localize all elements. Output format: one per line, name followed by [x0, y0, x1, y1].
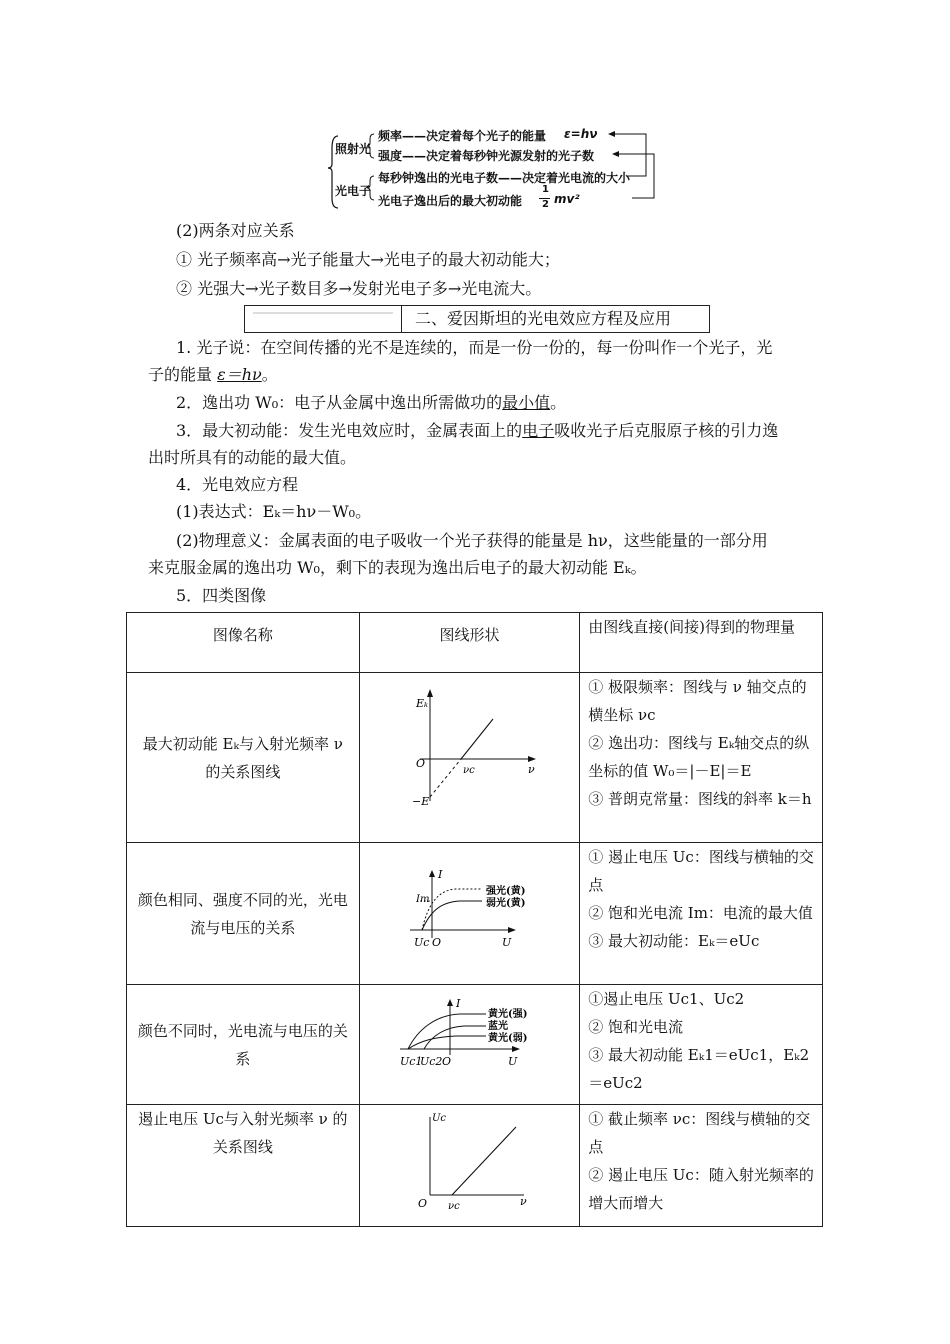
paragraph-expression: (1)表达式：Eₖ＝hν－W₀。 [176, 502, 372, 521]
diagram-frac-den: 2 [542, 199, 549, 210]
paragraph-max-kinetic-cont: 出时所具有的动能的最大值。 [148, 448, 357, 467]
paragraph-four-graphs: 5．四类图像 [176, 586, 267, 605]
uc-axis-label: Uc [432, 1113, 447, 1124]
header-graph-shape: 图线形状 [359, 613, 580, 673]
diagram-row-intensity: 强度——决定着每秒钟光源发射的光子数 [378, 149, 595, 163]
row4-info-1: ① 截止频率 νc：图线与横轴的交点 [588, 1110, 811, 1156]
diff-origin-label: O [442, 1055, 452, 1068]
ek-axis-label: Eₖ [416, 697, 429, 710]
row4-graph [359, 1105, 580, 1227]
diff-uc1-label: Uc1 [400, 1055, 423, 1068]
uc-nu-axis-label: ν [520, 1195, 528, 1208]
row2-info-1: ① 遏止电压 Uc：图线与横轴的交点 [588, 848, 814, 894]
section-header-left [245, 306, 402, 332]
diagram-row-count: 每秒钟逸出的光电子数——决定着光电流的大小 [378, 171, 631, 185]
iu-im-label: Im [416, 894, 430, 905]
row4-name: 遏止电压 Uc与入射光频率 ν 的关系图线 [127, 1105, 360, 1227]
header-physical-quantity: 由图线直接(间接)得到的物理量 [580, 613, 823, 673]
iu-i-axis-label: I [438, 868, 443, 881]
ek-minus-e-label: −E [412, 795, 430, 808]
row1-info [580, 673, 823, 843]
row4-info [580, 1105, 823, 1227]
paragraph-meaning-cont: 来克服金属的逸出功 W₀，剩下的表现为逸出后电子的最大初动能 Eₖ。 [148, 558, 647, 577]
uc-nu-c-label: νc [448, 1201, 461, 1212]
uc-frequency-graph [360, 1105, 578, 1217]
diagram-group-light: 照射光 [335, 142, 372, 156]
row1-info-3: ③ 普朗克常量：图线的斜率 k＝h [588, 790, 812, 808]
table-row [127, 843, 823, 985]
diff-uc2-label: Uc2 [420, 1055, 443, 1068]
diagram-row-energy-formula: mv² [554, 192, 580, 206]
paragraph-relation-two: ② 光强大→光子数目多→发射光电子多→光电流大。 [176, 279, 542, 298]
iu-u-axis-label: U [502, 936, 512, 949]
ek-nu-c-label: νc [463, 765, 476, 776]
row2-info-3: ③ 最大初动能：Eₖ＝eUc [588, 932, 760, 950]
paragraph-meaning: (2)物理意义：金属表面的电子吸收一个光子获得的能量是 hν，这些能量的一部分用 [176, 531, 768, 550]
diff-u-axis-label: U [508, 1055, 518, 1068]
ek-frequency-graph [360, 673, 578, 833]
paragraph-photon-theory: 1. 光子说：在空间传播的光不是连续的，而是一份一份的，每一份叫作一个光子，光 [176, 338, 773, 357]
row3-graph [359, 985, 580, 1105]
iu-uc-label: Uc [414, 936, 430, 949]
diff-i-axis-label: I [456, 997, 461, 1010]
row3-name: 颜色不同时，光电流与电压的关系 [127, 985, 360, 1105]
paragraph-two-relations: (2)两条对应关系 [176, 221, 295, 240]
diagram-group-electron: 光电子 [335, 184, 372, 198]
diagram-row-energy: 光电子逸出后的最大初动能 [378, 194, 523, 208]
iu-origin-label: O [432, 936, 442, 949]
iu-strong-light-label: 强光(黄) [486, 886, 526, 897]
section-title: 二、爱因斯坦的光电效应方程及应用 [415, 309, 672, 328]
paragraph-max-kinetic: 3．最大初动能：发生光电效应时，金属表面上的电子吸收光子后克服原子核的引力逸 [176, 421, 779, 440]
paragraph-equation-heading: 4．光电效应方程 [176, 475, 299, 494]
table-row [127, 673, 823, 843]
row2-name: 颜色相同、强度不同的光，光电流与电压的关系 [127, 843, 360, 985]
ek-nu-axis-label: ν [528, 763, 536, 776]
row3-info-1: ①遏止电压 Uc1、Uc2 [588, 990, 745, 1008]
row3-info [580, 985, 823, 1105]
row2-info [580, 843, 823, 985]
row1-info-1: ① 极限频率：图线与 ν 轴交点的横坐标 νc [588, 678, 807, 724]
diagram-row-frequency: 频率——决定着每个光子的能量 [378, 129, 547, 143]
row3-info-3: ③ 最大初动能 Eₖ1＝eUc1，Eₖ2＝eUc2 [588, 1046, 810, 1092]
header-graph-name: 图像名称 [127, 613, 360, 673]
paragraph-photon-energy: 子的能量 ε＝hν。 [148, 365, 278, 384]
diff-color-iu-graph [360, 985, 578, 1095]
diff-yellow-strong-label: 黄光(强) [488, 1009, 528, 1020]
row1-info-2: ② 逸出功：图线与 Eₖ轴交点的纵坐标的值 W₀＝|－E|＝E [588, 734, 810, 780]
row3-info-2: ② 饱和光电流 [588, 1018, 684, 1036]
table-row [127, 985, 823, 1105]
uc-origin-label: O [418, 1197, 428, 1210]
photon-energy-formula: ε＝hν [217, 365, 262, 384]
ek-origin-label: O [416, 757, 426, 770]
max-kinetic-answer: 电子 [522, 421, 555, 440]
paragraph-relation-one: ① 光子频率高→光子能量大→光电子的最大初动能大； [176, 250, 560, 269]
diagram-row-frequency-formula: ε=hν [564, 127, 598, 141]
row1-name: 最大初动能 Eₖ与入射光频率 ν 的关系图线 [127, 673, 360, 843]
diagram-frac-num: 1 [542, 184, 549, 195]
row2-graph [359, 843, 580, 985]
row2-info-2: ② 饱和光电流 Im：电流的最大值 [588, 904, 813, 922]
diff-blue-label: 蓝光 [488, 1021, 509, 1032]
concept-diagram [326, 126, 658, 212]
paragraph-work-function: 2．逸出功 W₀：电子从金属中逸出所需做功的最小值。 [176, 393, 567, 412]
section-header-box [244, 305, 710, 333]
table-row [127, 1105, 823, 1227]
diff-yellow-weak-label: 黄光(弱) [488, 1033, 528, 1044]
row4-info-2: ② 遏止电压 Uc：随入射光频率的增大而增大 [588, 1166, 814, 1212]
work-function-answer: 最小值 [502, 393, 551, 412]
graph-table [126, 612, 823, 1227]
table-header-row [127, 613, 823, 673]
same-color-iu-graph [360, 844, 578, 974]
row1-graph [359, 673, 580, 843]
iu-weak-light-label: 弱光(黄) [486, 898, 526, 909]
